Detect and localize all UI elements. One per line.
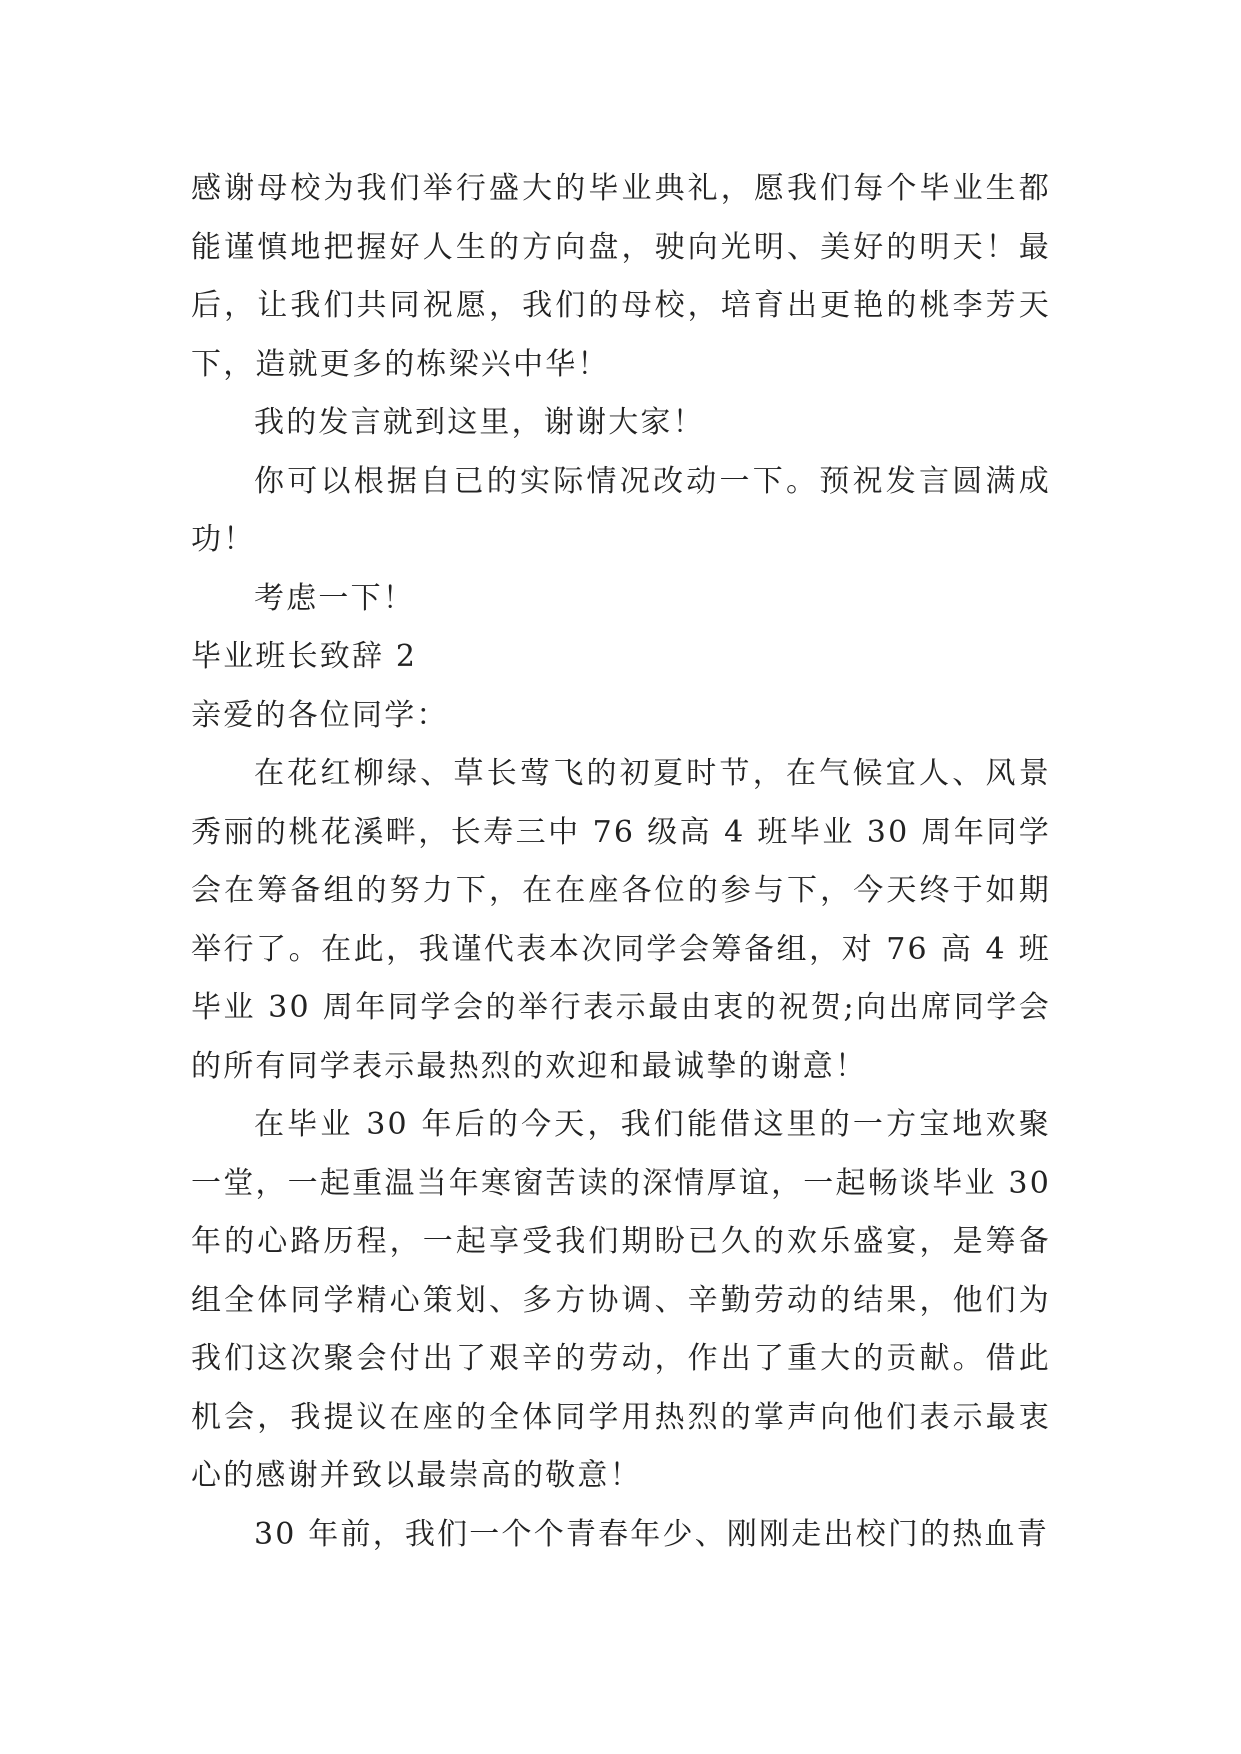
salutation: 亲爱的各位同学： <box>191 697 449 733</box>
section-heading: 毕业班长致辞 2 <box>191 639 418 674</box>
paragraph-closing-thanks: 感谢母校为我们举行盛大的毕业典礼，愿我们每个毕业生都能谨慎地把握好人生的方向盘，驶向光明、美好的明天！最后，让我们共同祝愿，我们的母校，培育出更艳的桃李芳天下，造就更多的栋梁兴中华！ <box>191 171 1051 382</box>
paragraph-organizers-thanks: 在毕业 30 年后的今天，我们能借这里的一方宝地欢聚一堂，一起重温当年寒窗苦读的深情厚谊，一起畅谈毕业 30 年的心路历程，一起享受我们期盼已久的欢乐盛宴，是筹备组全体同学精心策划、多方协调、辛勤劳动的结果，他们为我们这次聚会付出了艰辛的劳动，作出了重大的贡献。借此机会，我提议在座的全体同学用热烈的掌声向他们表示最衷心的感谢并致以最崇高的敬意！ <box>191 1107 1051 1493</box>
paragraph-reunion-intro: 在花红柳绿、草长莺飞的初夏时节，在气候宜人、风景秀丽的桃花溪畔，长寿三中 76 级高 4 班毕业 30 周年同学会在筹备组的努力下，在在座各位的参与下，今天终于如期举行了。在此，我谨代表本次同学会筹备组，对 76 高 4 班毕业 30 周年同学会的举行表示最由衷的祝贺;向出席同学会的所有同学表示最热烈的欢迎和最诚挚的谢意！ <box>191 756 1051 1084</box>
paragraph-thirty-years-ago: 30 年前，我们一个个青春年少、刚刚走出校门的热血青 <box>254 1516 1049 1552</box>
paragraph-editing-note: 你可以根据自已的实际情况改动一下。预祝发言圆满成功！ <box>191 463 1051 557</box>
paragraph-end-of-speech: 我的发言就到这里，谢谢大家！ <box>254 405 705 440</box>
paragraph-consider: 考虑一下！ <box>254 580 415 616</box>
document-body <box>191 160 1051 1564</box>
